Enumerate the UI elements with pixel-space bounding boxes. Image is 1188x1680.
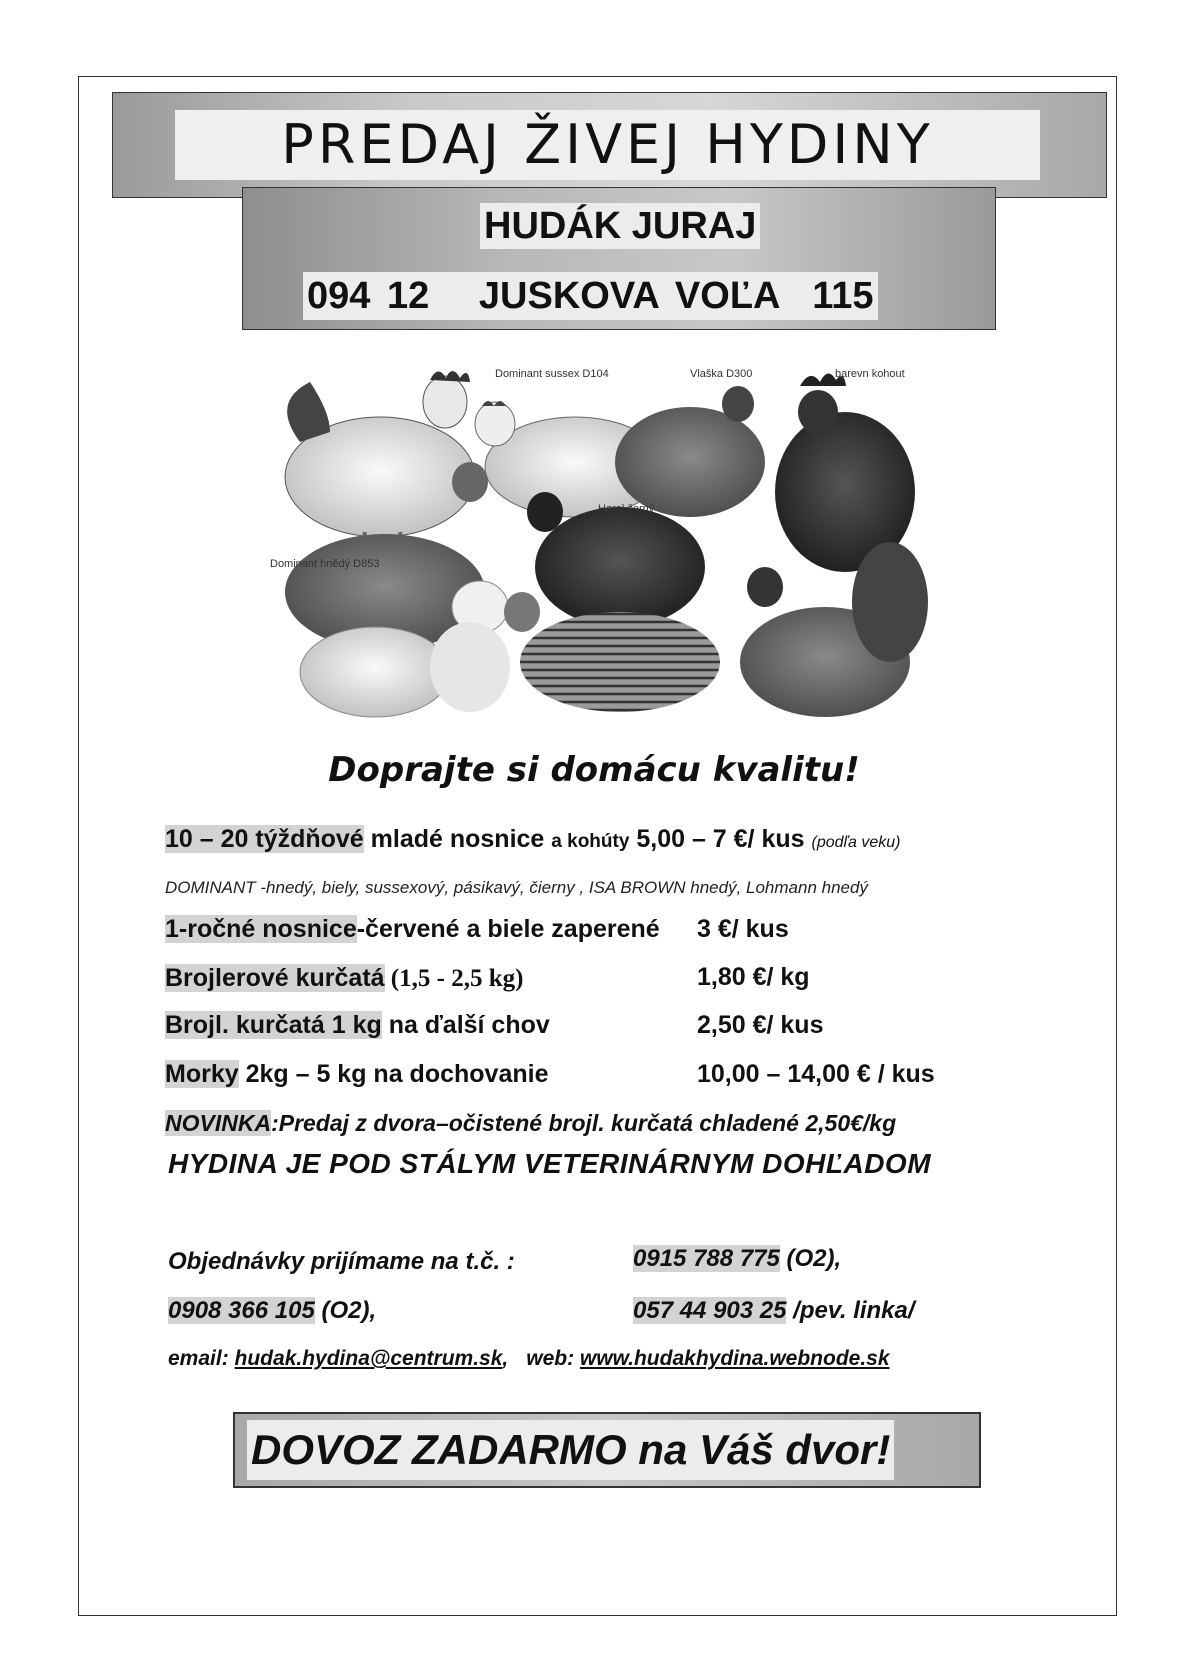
online-contacts <box>168 1347 890 1371</box>
offer-young-hens-note: (podľa veku) <box>811 834 901 851</box>
offer-broilers-weight: (1,5 - 2,5 kg) <box>384 965 524 992</box>
breeds-list: DOMINANT -hnedý, biely, sussexový, pásikavý, čierny , ISA BROWN hnedý, Lohmann hnedý <box>165 878 868 897</box>
offer-row-turkeys <box>165 1060 548 1089</box>
photo-label-dominant-brown: Dominant hnědý D853 <box>270 558 380 570</box>
phone-3-number: 057 44 903 25 <box>633 1297 787 1324</box>
chicken-dark-rooster <box>775 373 915 572</box>
phone-2-number: 0908 366 105 <box>168 1297 315 1324</box>
email-label: email: <box>168 1347 235 1370</box>
email-separator: , <box>502 1347 509 1370</box>
offer-turkeys-text: 2kg – 5 kg na dochovanie <box>238 1060 549 1088</box>
chicken-sussex-rooster <box>285 371 475 562</box>
photo-label-sussex: Dominant sussex D104 <box>495 368 609 380</box>
vet-notice: HYDINA JE POD STÁLYM VETERINÁRNYM DOHĽADOM <box>168 1148 932 1179</box>
web-label: web: <box>526 1347 580 1370</box>
phone-3-type: /pev. linka/ <box>786 1297 915 1324</box>
phone-1-carrier: (O2), <box>779 1245 842 1272</box>
offer-turkeys-highlight: Morky <box>165 1060 239 1088</box>
offer-young-hens-price: 5,00 – 7 €/ kus <box>629 825 812 853</box>
offer-turkeys-price: 10,00 – 14,00 € / kus <box>697 1060 935 1088</box>
offer-row-1y-hens <box>165 915 660 944</box>
phone-3 <box>633 1297 915 1325</box>
offer-row-novelty <box>165 1110 896 1137</box>
offer-age-highlight: 10 – 20 týždňové <box>165 825 364 853</box>
offer-broilers-price: 1,80 €/ kg <box>697 963 810 991</box>
offer-1y-highlight: 1-ročné nosnice <box>165 915 357 943</box>
flyer-title: PREDAJ ŽIVEJ HYDINY <box>175 110 1040 180</box>
seller-name: HUDÁK JURAJ <box>480 203 760 249</box>
offer-1y-price: 3 €/ kus <box>697 915 789 943</box>
novelty-highlight: NOVINKA <box>165 1110 272 1136</box>
photo-label-horal: Horal černý <box>598 503 655 515</box>
seller-address: 094 12 JUSKOVA VOĽA 115 <box>303 272 878 320</box>
offer-1y-text: -červené a biele zaperené <box>356 915 660 943</box>
free-delivery-text: DOVOZ ZADARMO na Váš dvor! <box>247 1420 894 1480</box>
offer-row-broilers-breeding <box>165 1011 550 1040</box>
chicken-vlaska <box>615 386 765 517</box>
orders-label: Objednávky prijímame na t.č. : <box>168 1248 515 1275</box>
offer-roosters-text: a kohúty <box>551 831 630 852</box>
offer-broilers-1kg-text: na ďalší chov <box>381 1011 550 1039</box>
offer-row-young-hens <box>165 825 900 854</box>
phone-2 <box>168 1297 376 1325</box>
email-link[interactable]: hudak.hydina@centrum.sk <box>234 1347 503 1370</box>
phone-2-carrier: (O2), <box>314 1297 377 1324</box>
offer-row-broilers <box>165 963 523 993</box>
offer-broilers-highlight: Brojlerové kurčatá <box>165 964 385 992</box>
photo-label-vlaska: Vlaška D300 <box>690 368 753 380</box>
novelty-text: :Predaj z dvora–očistené brojl. kurčatá chladené 2,50€/kg <box>271 1110 897 1136</box>
photo-label-barevn: barevn kohout <box>835 368 905 380</box>
poultry-photo <box>270 362 930 722</box>
web-link[interactable]: www.hudakhydina.webnode.sk <box>579 1347 890 1370</box>
phone-1-number: 0915 788 775 <box>633 1245 780 1272</box>
tagline: Doprajte si domácu kvalitu! <box>328 750 860 790</box>
phone-1 <box>633 1245 841 1273</box>
offer-young-hens-text: mladé nosnice <box>363 825 552 853</box>
offer-broilers-1kg-price: 2,50 €/ kus <box>697 1011 824 1039</box>
offer-broilers-1kg-highlight: Brojl. kurčatá 1 kg <box>165 1011 382 1039</box>
